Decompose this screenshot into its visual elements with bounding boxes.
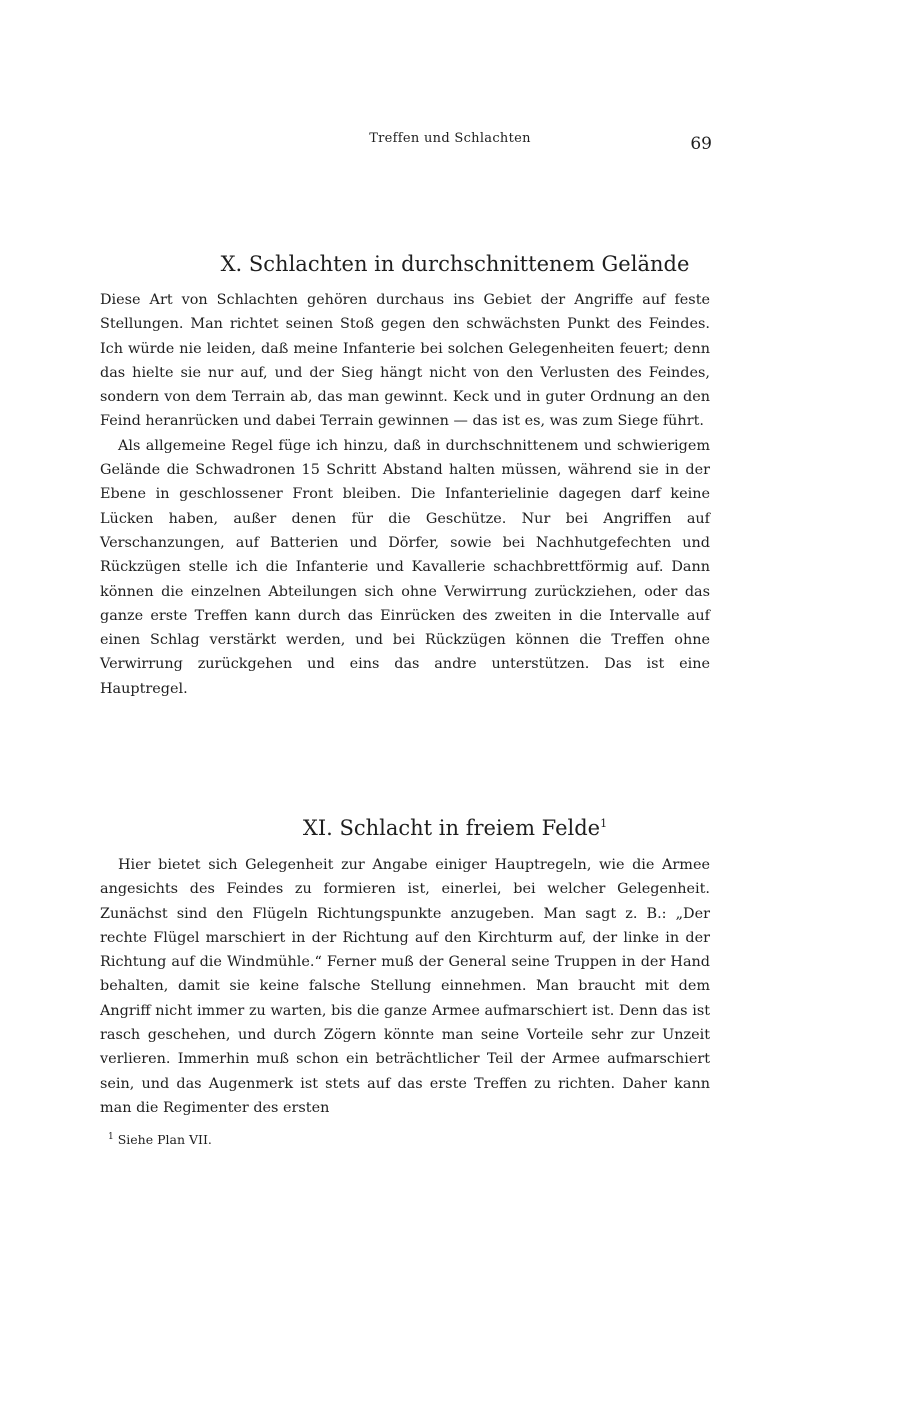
footnote-mark: 1: [108, 1132, 114, 1142]
footnote: [108, 1132, 708, 1147]
section-title-x-text: X. Schlachten in durchschnittenem Gelände: [220, 252, 690, 276]
section-title-xi-text: XI. Schlacht in freiem Felde: [302, 816, 601, 840]
footnote-reference: 1: [600, 817, 608, 830]
section-title-x: [100, 252, 810, 276]
section-x-body: [100, 288, 710, 701]
paragraph: Als allgemeine Regel füge ich hinzu, daß in durchschnittenem und schwierigem Gelände die Schwadronen 15 Schritt Abstand halten müssen, während sie in der Ebene in geschlossener Front bleiben. Die Infanterielinie dagegen darf keine Lücken haben, außer denen für die Geschütze. Nur bei Angriffen auf Verschanzungen, auf Batterien und Dörfer, sowie bei Nachhutgefechten und Rückzügen stelle ich die Infanterie und Kavallerie schachbrettförmig auf. Dann können die einzelnen Abteilungen sich ohne Verwirrung zurückziehen, oder das ganze erste Treffen kann durch das Einrücken des zweiten in die Intervalle auf einen Schlag verstärkt werden, und bei Rückzügen können die Treffen ohne Verwirrung zurückgehen und eins das andre unterstützen. Das ist eine Hauptregel.: [100, 437, 710, 697]
section-title-xi: [100, 816, 810, 840]
running-head: Treffen und Schlachten: [369, 131, 531, 146]
footnote-text: Siehe Plan VII.: [117, 1132, 212, 1148]
section-xi-body: [100, 853, 710, 1120]
page-number: 69: [690, 134, 712, 154]
paragraph: Diese Art von Schlachten gehören durchaus ins Gebiet der Angriffe auf feste Stellungen. Man richtet seinen Stoß gegen den schwächsten Punkt des Feindes. Ich würde nie leiden, daß meine Infanterie bei solchen Gelegenheiten feuert; denn das hielte sie nur auf, und der Sieg hängt nicht von den Verlusten des Feindes, sondern von dem Terrain ab, das man gewinnt. Keck und in guter Ordnung an den Feind heranrücken und dabei Terrain gewinnen — das ist es, was zum Siege führt.: [100, 292, 710, 430]
paragraph: Hier bietet sich Gelegenheit zur Angabe einiger Hauptregeln, wie die Armee angesichts des Feindes zu formieren ist, einerlei, bei welcher Gelegenheit. Zunächst sind den Flügeln Richtungspunkte anzugeben. Man sagt z. B.: „Der rechte Flügel marschiert in der Richtung auf den Kirchturm auf, der linke in der Richtung auf die Windmühle.“ Ferner muß der General seine Truppen in der Hand behalten, damit sie keine falsche Stellung einnehmen. Man braucht mit dem Angriff nicht immer zu warten, bis die ganze Armee aufmarschiert ist. Denn das ist rasch geschehen, und durch Zögern könnte man seine Vorteile sehr zur Unzeit verlieren. Immerhin muß schon ein beträchtlicher Teil der Armee aufmarschiert sein, und das Augenmerk ist stets auf das erste Treffen zu richten. Daher kann man die Regimenter des ersten: [100, 857, 710, 1116]
